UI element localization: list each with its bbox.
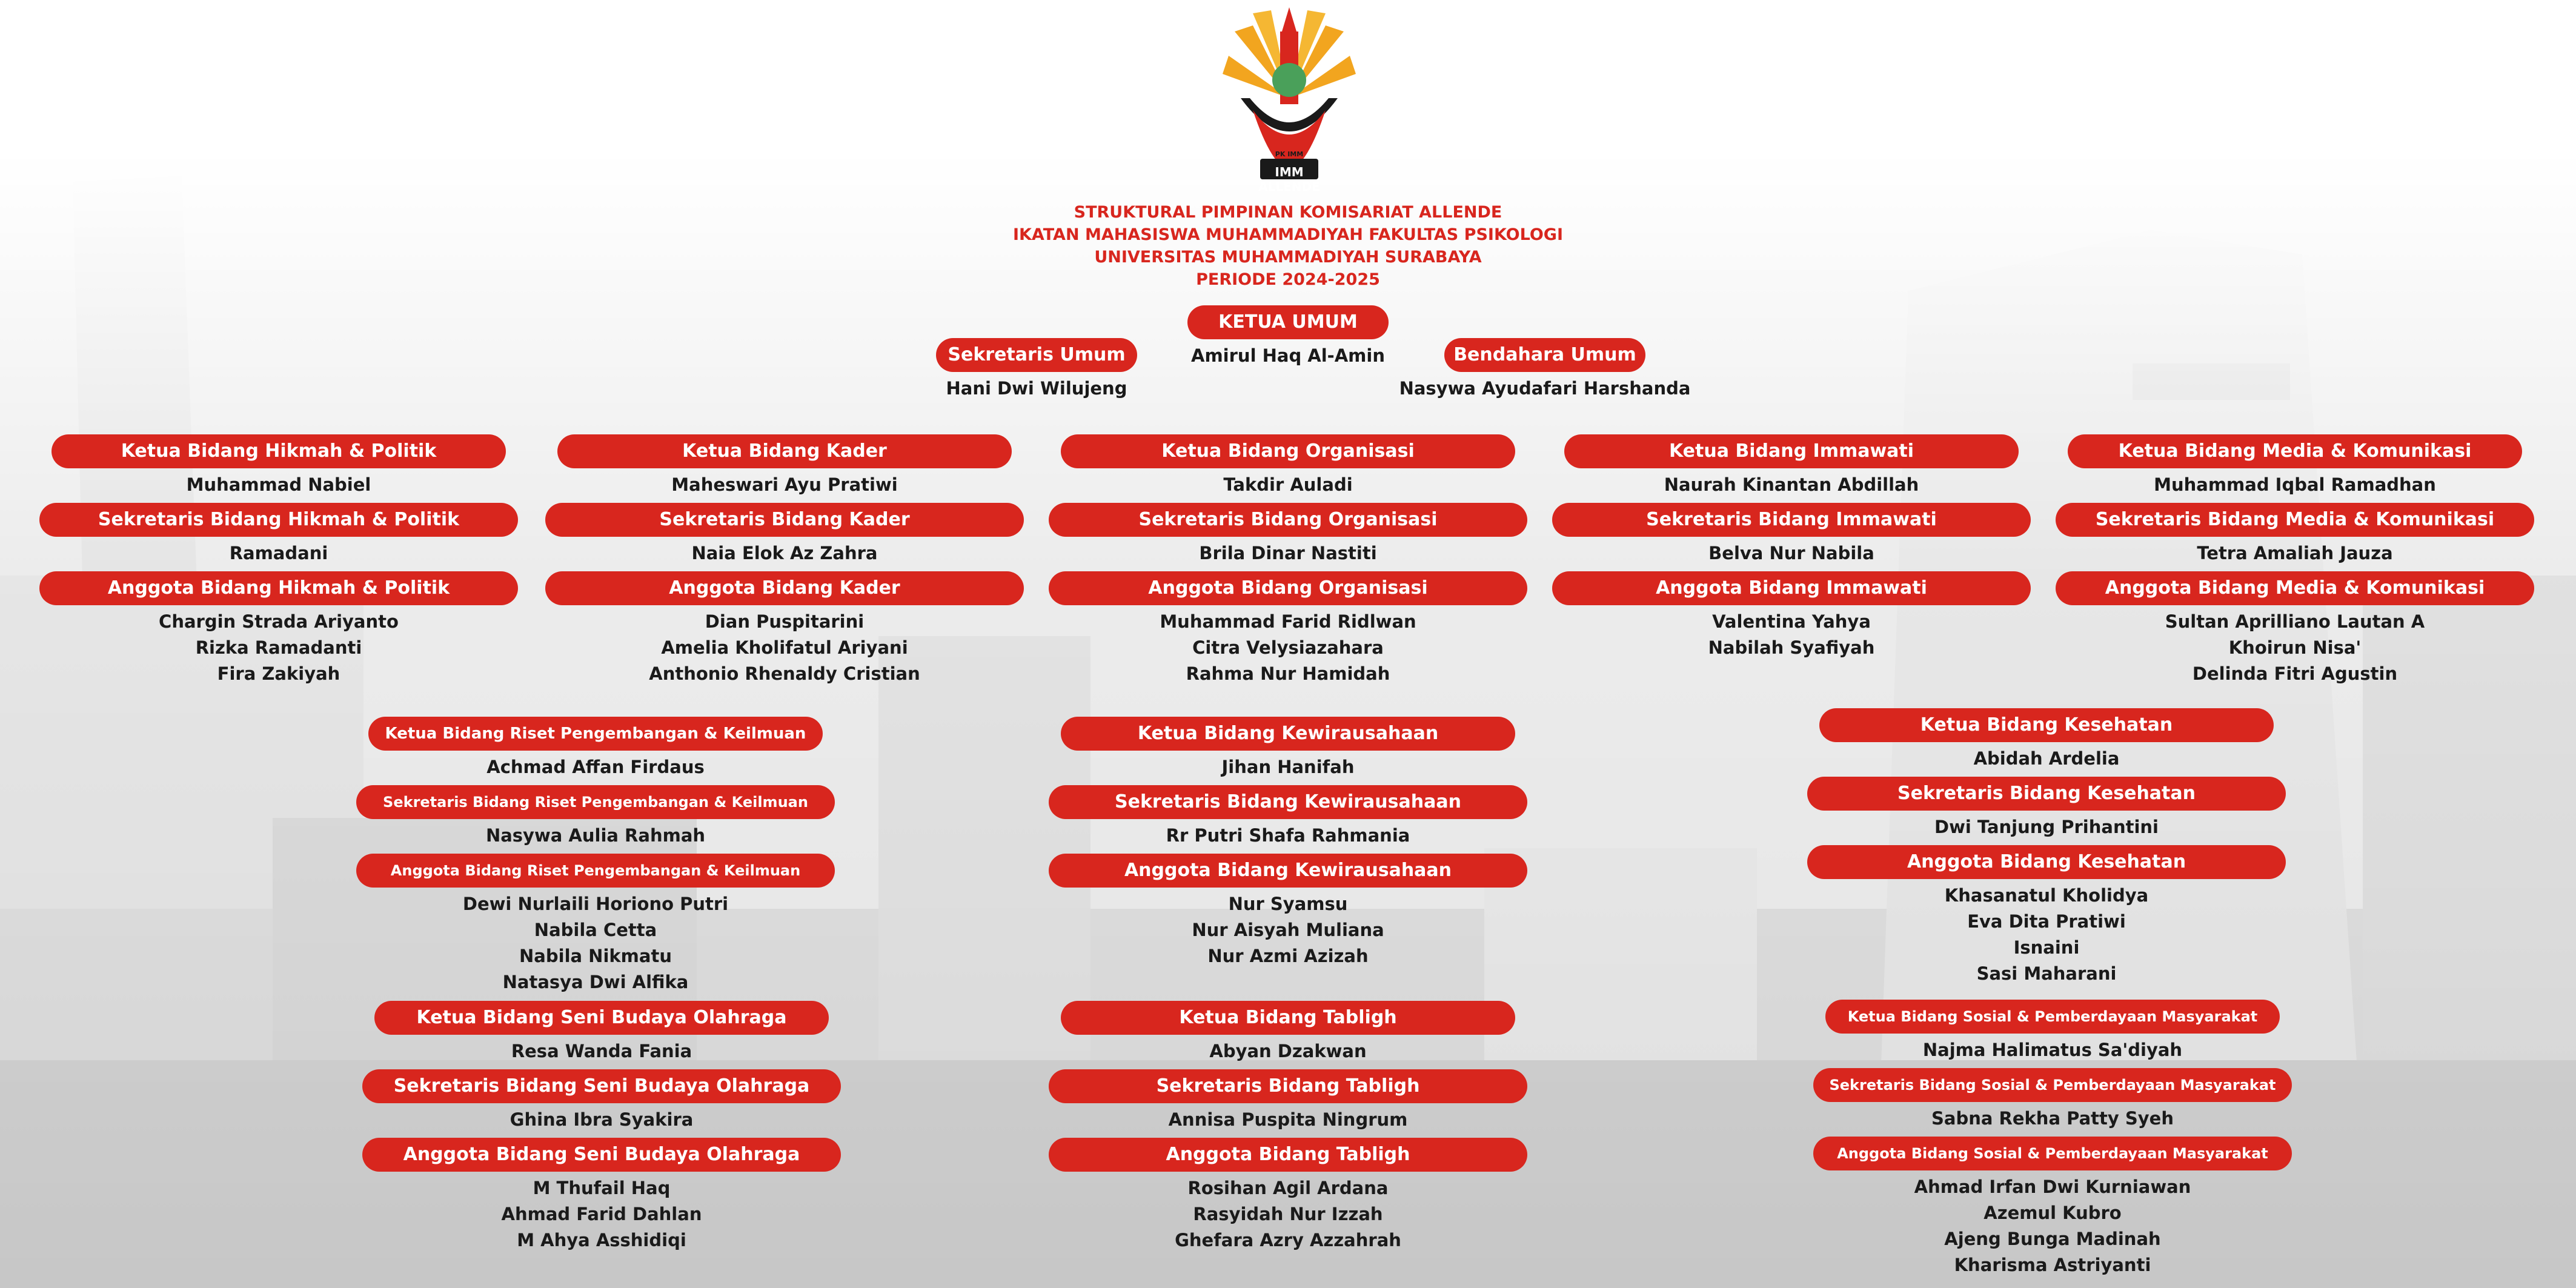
sekretaris-bidang-pill: Sekretaris Bidang Immawati: [1552, 503, 2031, 537]
person-name: Nabila Nikmatu: [519, 946, 672, 966]
ketua-bidang-pill: Ketua Bidang Immawati: [1564, 434, 2019, 468]
bidang-organisasi: [1046, 434, 1530, 692]
anggota-bidang-pill: Anggota Bidang Kader: [545, 571, 1024, 605]
anggota-bidang-pill: Anggota Bidang Sosial & Pemberdayaan Masyarakat: [1813, 1137, 2292, 1170]
person-name: Rahma Nur Hamidah: [1186, 663, 1390, 684]
bidang-riset: [353, 717, 838, 1000]
person-name: Ghina Ibra Syakira: [510, 1109, 694, 1130]
person-name: Azemul Kubro: [1983, 1203, 2122, 1223]
ketua-bidang-pill: Ketua Bidang Riset Pengembangan & Keilmuan: [368, 717, 823, 751]
person-name: Abidah Ardelia: [1973, 748, 2120, 769]
person-name: Nur Syamsu: [1228, 894, 1348, 914]
person-name: M Ahya Asshidiqi: [517, 1230, 686, 1250]
person-name: Muhammad Iqbal Ramadhan: [2154, 474, 2436, 495]
logo-name: IMM ALLENDE: [1258, 165, 1320, 194]
person-name: Belva Nur Nabila: [1708, 543, 1874, 563]
person-name: Natasya Dwi Alfika: [502, 972, 689, 992]
anggota-bidang-pill: Anggota Bidang Media & Komunikasi: [2056, 571, 2534, 605]
sekretaris-bidang-pill: Sekretaris Bidang Hikmah & Politik: [39, 503, 518, 537]
person-name: Rasyidah Nur Izzah: [1193, 1204, 1383, 1224]
bendahara-umum-pill: Bendahara Umum: [1444, 338, 1645, 372]
anggota-bidang-pill: Anggota Bidang Hikmah & Politik: [39, 571, 518, 605]
person-name: Nabilah Syafiyah: [1708, 637, 1875, 658]
title-line-3: UNIVERSITAS MUHAMMADIYAH SURABAYA: [1094, 248, 1482, 267]
person-name: Rosihan Agil Ardana: [1187, 1178, 1389, 1198]
ketua-bidang-pill: Ketua Bidang Tabligh: [1061, 1001, 1515, 1035]
person-name: Nasywa Aulia Rahmah: [485, 825, 706, 846]
person-name: Annisa Puspita Ningrum: [1168, 1109, 1408, 1130]
person-name: Kharisma Astriyanti: [1954, 1255, 2151, 1275]
person-name: Jihan Hanifah: [1221, 757, 1355, 777]
person-name: Khasanatul Kholidya: [1944, 885, 2149, 906]
person-name: Fira Zakiyah: [217, 663, 340, 684]
bidang-tabligh: [1046, 1001, 1530, 1258]
anggota-bidang-pill: Anggota Bidang Kewirausahaan: [1049, 854, 1527, 888]
sekretaris-umum-pill: Sekretaris Umum: [936, 338, 1137, 372]
person-name: Resa Wanda Fania: [511, 1041, 692, 1061]
person-name: Khoirun Nisa': [2228, 637, 2362, 658]
title-line-2: IKATAN MAHASISWA MUHAMMADIYAH FAKULTAS PSIKOLOGI: [1012, 225, 1564, 244]
person-name: Muhammad Farid Ridlwan: [1160, 611, 1416, 632]
bendahara-umum-name: Nasywa Ayudafari Harshanda: [1399, 378, 1691, 399]
anggota-bidang-pill: Anggota Bidang Tabligh: [1049, 1138, 1527, 1172]
sekretaris-bidang-pill: Sekretaris Bidang Tabligh: [1049, 1069, 1527, 1103]
person-name: Nur Azmi Azizah: [1207, 946, 1369, 966]
person-name: Valentina Yahya: [1712, 611, 1871, 632]
person-name: Nabila Cetta: [534, 920, 657, 940]
ketua-bidang-pill: Ketua Bidang Sosial & Pemberdayaan Masyarakat: [1825, 1000, 2280, 1034]
person-name: Anthonio Rhenaldy Cristian: [649, 663, 920, 684]
person-name: Dewi Nurlaili Horiono Putri: [462, 894, 729, 914]
person-name: Dwi Tanjung Prihantini: [1934, 817, 2159, 837]
person-name: Najma Halimatus Sa'diyah: [1922, 1040, 2183, 1060]
ketua-bidang-pill: Ketua Bidang Media & Komunikasi: [2068, 434, 2522, 468]
ketua-bidang-pill: Ketua Bidang Hikmah & Politik: [51, 434, 506, 468]
person-name: Naia Elok Az Zahra: [691, 543, 878, 563]
sekretaris-bidang-pill: Sekretaris Bidang Seni Budaya Olahraga: [362, 1069, 841, 1103]
bidang-kewirausahaan: [1046, 717, 1530, 974]
bidang-media-komunikasi: [2053, 434, 2537, 692]
person-name: Rizka Ramadanti: [195, 637, 362, 658]
person-name: Naurah Kinantan Abdillah: [1664, 474, 1919, 495]
person-name: Ahmad Farid Dahlan: [501, 1204, 702, 1224]
person-name: Takdir Auladi: [1223, 474, 1353, 495]
person-name: Chargin Strada Ariyanto: [159, 611, 399, 632]
sekretaris-bidang-pill: Sekretaris Bidang Organisasi: [1049, 503, 1527, 537]
page-title: [985, 201, 1591, 291]
ketua-bidang-pill: Ketua Bidang Kewirausahaan: [1061, 717, 1515, 751]
ketua-bidang-pill: Ketua Bidang Seni Budaya Olahraga: [374, 1001, 829, 1035]
person-name: Ghefara Azry Azzahrah: [1175, 1230, 1401, 1250]
person-name: Sasi Maharani: [1976, 963, 2117, 984]
person-name: Rr Putri Shafa Rahmania: [1166, 825, 1410, 846]
person-name: Tetra Amaliah Jauza: [2197, 543, 2393, 563]
person-name: Muhammad Nabiel: [186, 474, 371, 495]
person-name: Delinda Fitri Agustin: [2192, 663, 2398, 684]
logo-subtitle: PK IMM: [1275, 150, 1304, 158]
person-name: Ramadani: [229, 543, 328, 563]
person-name: Nur Aisyah Muliana: [1192, 920, 1384, 940]
person-name: Sultan Aprilliano Lautan A: [2165, 611, 2425, 632]
ketua-bidang-pill: Ketua Bidang Kesehatan: [1819, 708, 2274, 742]
logo-emblem: [1272, 63, 1306, 97]
person-name: Ajeng Bunga Madinah: [1944, 1229, 2161, 1249]
bidang-kader: [542, 434, 1027, 692]
bidang-kesehatan: [1804, 708, 2289, 992]
sekretaris-bidang-pill: Sekretaris Bidang Kesehatan: [1807, 777, 2286, 811]
ketua-umum-pill: KETUA UMUM: [1187, 305, 1389, 339]
person-name: Sabna Rekha Patty Syeh: [1931, 1108, 2174, 1129]
bendahara-umum-block: [1363, 338, 1727, 407]
bidang-hikmah-politik: [36, 434, 521, 692]
sekretaris-bidang-pill: Sekretaris Bidang Riset Pengembangan & Keilmuan: [356, 785, 835, 819]
anggota-bidang-pill: Anggota Bidang Organisasi: [1049, 571, 1527, 605]
anggota-bidang-pill: Anggota Bidang Kesehatan: [1807, 845, 2286, 879]
ketua-bidang-pill: Ketua Bidang Kader: [557, 434, 1012, 468]
person-name: Eva Dita Pratiwi: [1967, 911, 2126, 932]
person-name: Isnaini: [2013, 937, 2080, 958]
title-line-1: STRUKTURAL PIMPINAN KOMISARIAT ALLENDE: [1074, 203, 1502, 222]
person-name: Citra Velysiazahara: [1192, 637, 1384, 658]
anggota-bidang-pill: Anggota Bidang Immawati: [1552, 571, 2031, 605]
person-name: Ahmad Irfan Dwi Kurniawan: [1914, 1177, 2191, 1197]
person-name: Amelia Kholifatul Ariyani: [661, 637, 908, 658]
person-name: Abyan Dzakwan: [1209, 1041, 1367, 1061]
bidang-immawati: [1549, 434, 2034, 666]
sekretaris-umum-name: Hani Dwi Wilujeng: [946, 378, 1127, 399]
imm-allende-logo: [1217, 7, 1362, 189]
ketua-umum-name: Amirul Haq Al-Amin: [1191, 345, 1385, 366]
ketua-bidang-pill: Ketua Bidang Organisasi: [1061, 434, 1515, 468]
sekretaris-bidang-pill: Sekretaris Bidang Kewirausahaan: [1049, 785, 1527, 819]
logo-flame: [1282, 7, 1296, 32]
sekretaris-bidang-pill: Sekretaris Bidang Sosial & Pemberdayaan Masyarakat: [1813, 1068, 2292, 1102]
sekretaris-bidang-pill: Sekretaris Bidang Media & Komunikasi: [2056, 503, 2534, 537]
person-name: Brila Dinar Nastiti: [1199, 543, 1377, 563]
bidang-seni-budaya-olahraga: [359, 1001, 844, 1258]
bidang-sosial-pemberdayaan: [1810, 1000, 2295, 1283]
title-line-4: PERIODE 2024-2025: [1196, 270, 1380, 289]
person-name: Achmad Affan Firdaus: [486, 757, 705, 777]
person-name: M Thufail Haq: [533, 1178, 671, 1198]
sekretaris-bidang-pill: Sekretaris Bidang Kader: [545, 503, 1024, 537]
anggota-bidang-pill: Anggota Bidang Riset Pengembangan & Keilmuan: [356, 854, 835, 888]
anggota-bidang-pill: Anggota Bidang Seni Budaya Olahraga: [362, 1138, 841, 1172]
person-name: Maheswari Ayu Pratiwi: [671, 474, 898, 495]
sekretaris-umum-block: [915, 338, 1158, 407]
person-name: Dian Puspitarini: [705, 611, 865, 632]
